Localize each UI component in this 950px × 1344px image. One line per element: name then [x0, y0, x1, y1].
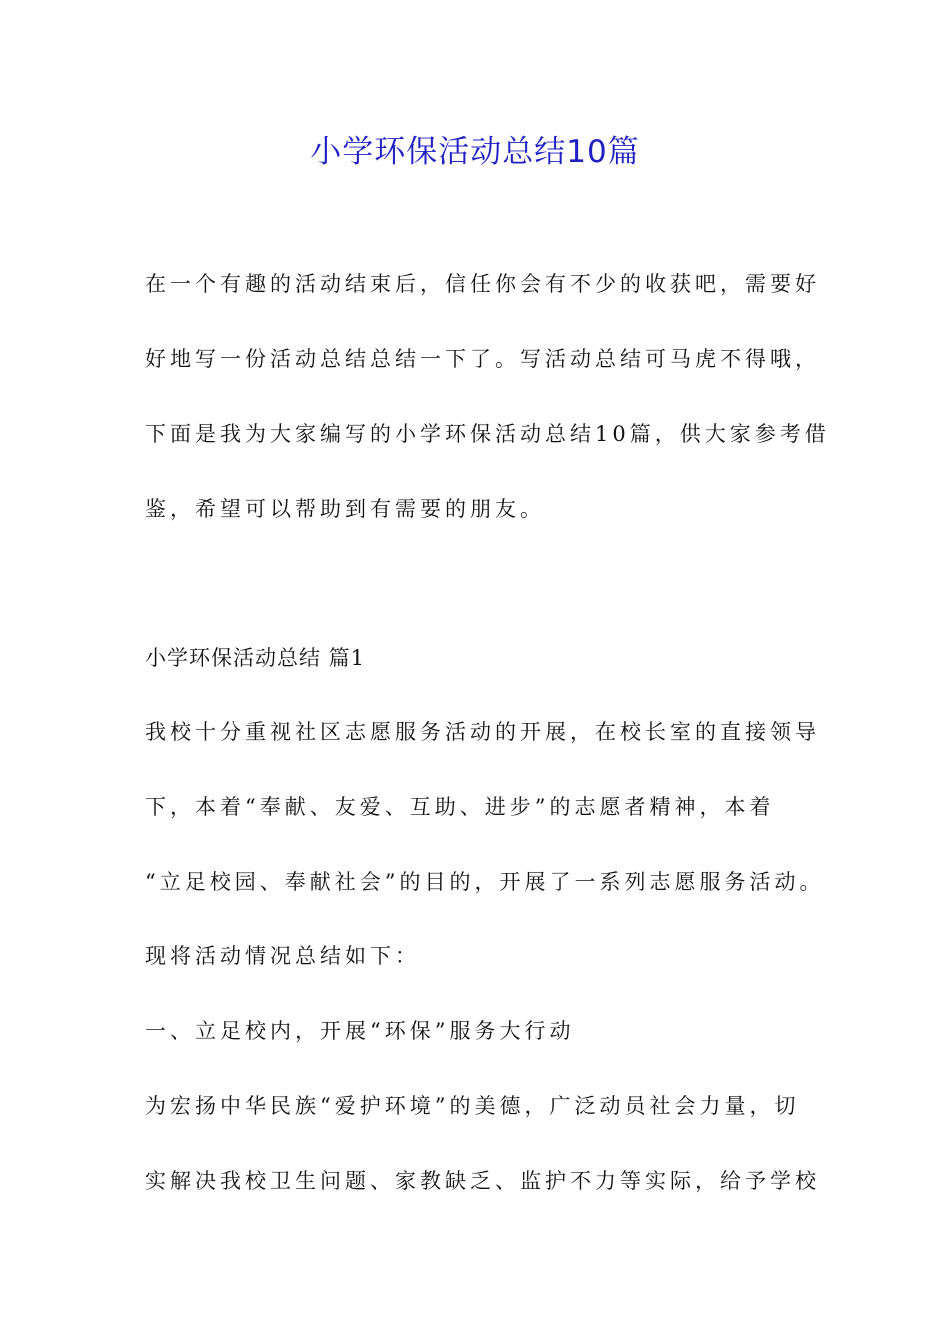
- body-line: 一、立足校内，开展“环保”服务大行动: [145, 1019, 575, 1043]
- body-line: 为宏扬中华民族“爱护环境”的美德，广泛动员社会力量，切: [145, 1094, 800, 1118]
- intro-line: 鉴，希望可以帮助到有需要的朋友。: [145, 497, 545, 521]
- body-line: 现将活动情况总结如下：: [145, 944, 420, 968]
- intro-line: 下面是我为大家编写的小学环保活动总结10篇，供大家参考借: [145, 422, 830, 446]
- intro-line: 在一个有趣的活动结束后，信任你会有不少的收获吧，需要好: [145, 272, 820, 296]
- section-heading: 小学环保活动总结 篇1: [145, 646, 366, 670]
- intro-line: 好地写一份活动总结总结一下了。写活动总结可马虎不得哦，: [145, 347, 820, 371]
- body-line: “立足校园、奉献社会”的目的，开展了一系列志愿服务活动。: [145, 870, 825, 894]
- body-line: 实解决我校卫生问题、家教缺乏、监护不力等实际，给予学校: [145, 1169, 820, 1193]
- body-line: 我校十分重视社区志愿服务活动的开展，在校长室的直接领导: [145, 720, 820, 744]
- document-title: 小学环保活动总结10篇: [310, 134, 640, 170]
- body-line: 下，本着“奉献、友爱、互助、进步”的志愿者精神，本着: [145, 795, 775, 819]
